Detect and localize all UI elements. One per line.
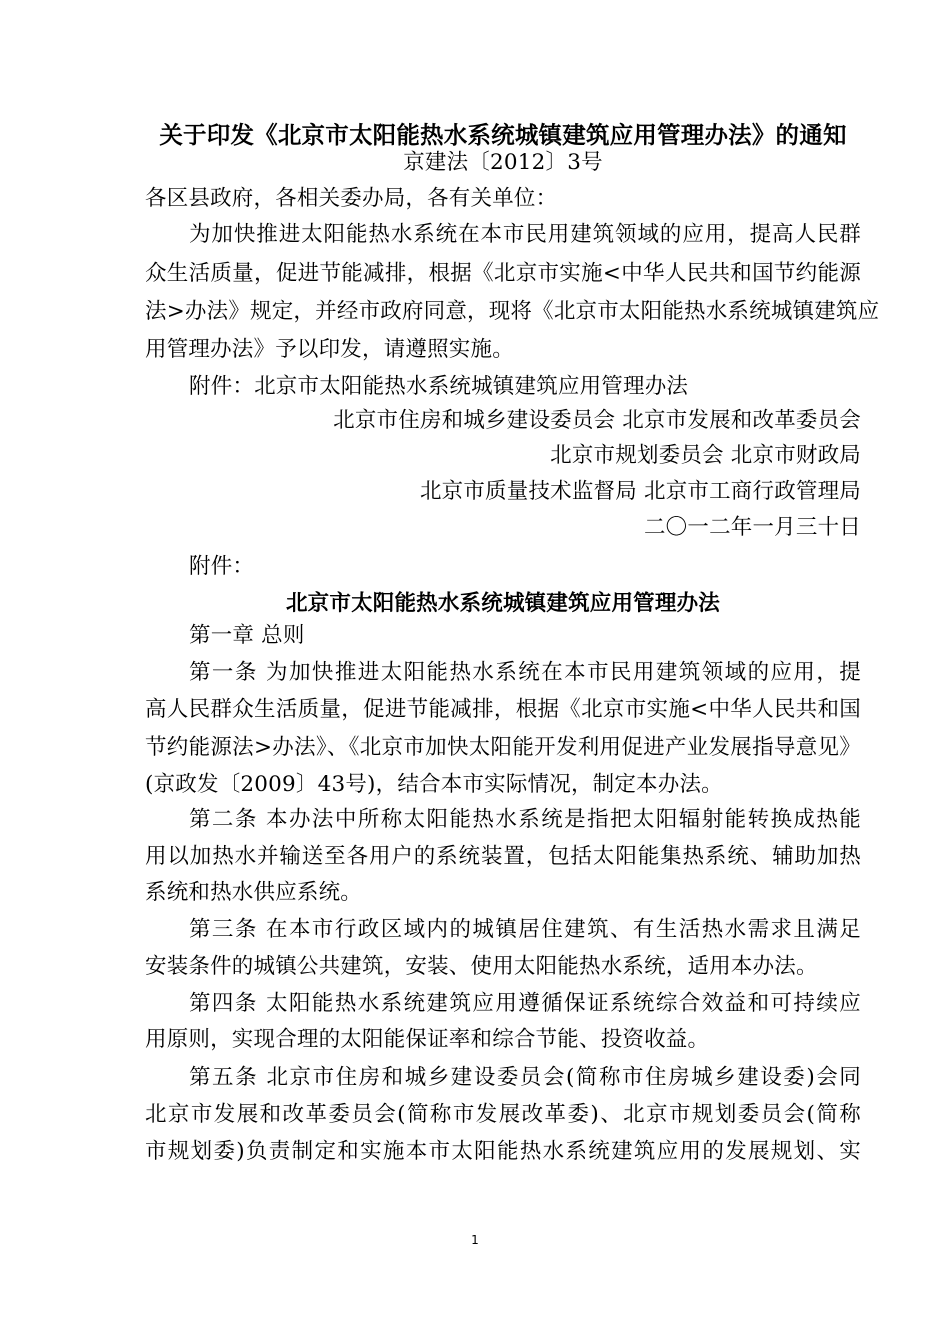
body-line: 众生活质量，促进节能减排，根据《北京市实施<中华人民共和国节约能源 [145,261,861,286]
body-line: 法>办法》规定，并经市政府同意，现将《北京市太阳能热水系统城镇建筑应 [145,299,880,324]
article-line: 高人民群众生活质量，促进节能减排，根据《北京市实施<中华人民共和国 [145,697,861,722]
notice-title: 关于印发《北京市太阳能热水系统城镇建筑应用管理办法》的通知 [159,121,847,149]
article-line: 用以加热水并输送至各用户的系统装置，包括太阳能集热系统、辅助加热 [145,844,861,869]
issuer-line: 北京市规划委员会 北京市财政局 [550,443,861,468]
article-line: 北京市发展和改革委员会(简称市发展改革委)、北京市规划委员会(简称 [145,1102,861,1127]
issuer-line: 北京市质量技术监督局 北京市工商行政管理局 [419,479,861,504]
article-line: 第四条 太阳能热水系统建筑应用遵循保证系统综合效益和可持续应 [189,991,861,1016]
article-line: 安装条件的城镇公共建筑，安装、使用太阳能热水系统，适用本办法。 [145,954,818,979]
article-line: 市规划委)负责制定和实施本市太阳能热水系统建筑应用的发展规划、实 [145,1139,861,1164]
issue-date: 二〇一二年一月三十日 [643,515,861,540]
chapter-heading: 第一章 总则 [189,623,305,648]
measures-title: 北京市太阳能热水系统城镇建筑应用管理办法 [285,591,720,616]
article-line: 第五条 北京市住房和城乡建设委员会(简称市住房城乡建设委)会同 [189,1065,861,1090]
attachment-label: 附件： [189,554,255,579]
page-number: 1 [471,1233,479,1247]
attachment-line: 附件：北京市太阳能热水系统城镇建筑应用管理办法 [189,374,689,399]
body-line: 用管理办法》予以印发，请遵照实施。 [145,337,514,362]
article-line: 第三条 在本市行政区域内的城镇居住建筑、有生活热水需求且满足 [189,917,861,942]
salutation: 各区县政府，各相关委办局，各有关单位： [145,186,558,211]
article-line: 节约能源法>办法》、《北京市加快太阳能开发利用促进产业发展指导意见》 [145,735,861,760]
article-line: 用原则，实现合理的太阳能保证率和综合节能、投资收益。 [145,1027,710,1052]
body-line: 为加快推进太阳能热水系统在本市民用建筑领域的应用，提高人民群 [189,222,861,247]
article-line: (京政发〔2009〕43号)，结合本市实际情况，制定本办法。 [145,772,723,797]
article-line: 第一条 为加快推进太阳能热水系统在本市民用建筑领域的应用，提 [189,660,861,685]
issuer-line: 北京市住房和城乡建设委员会 北京市发展和改革委员会 [333,408,861,433]
document-number: 京建法〔2012〕3号 [403,150,603,175]
article-line: 系统和热水供应系统。 [145,880,363,905]
article-line: 第二条 本办法中所称太阳能热水系统是指把太阳辐射能转换成热能 [189,807,861,832]
